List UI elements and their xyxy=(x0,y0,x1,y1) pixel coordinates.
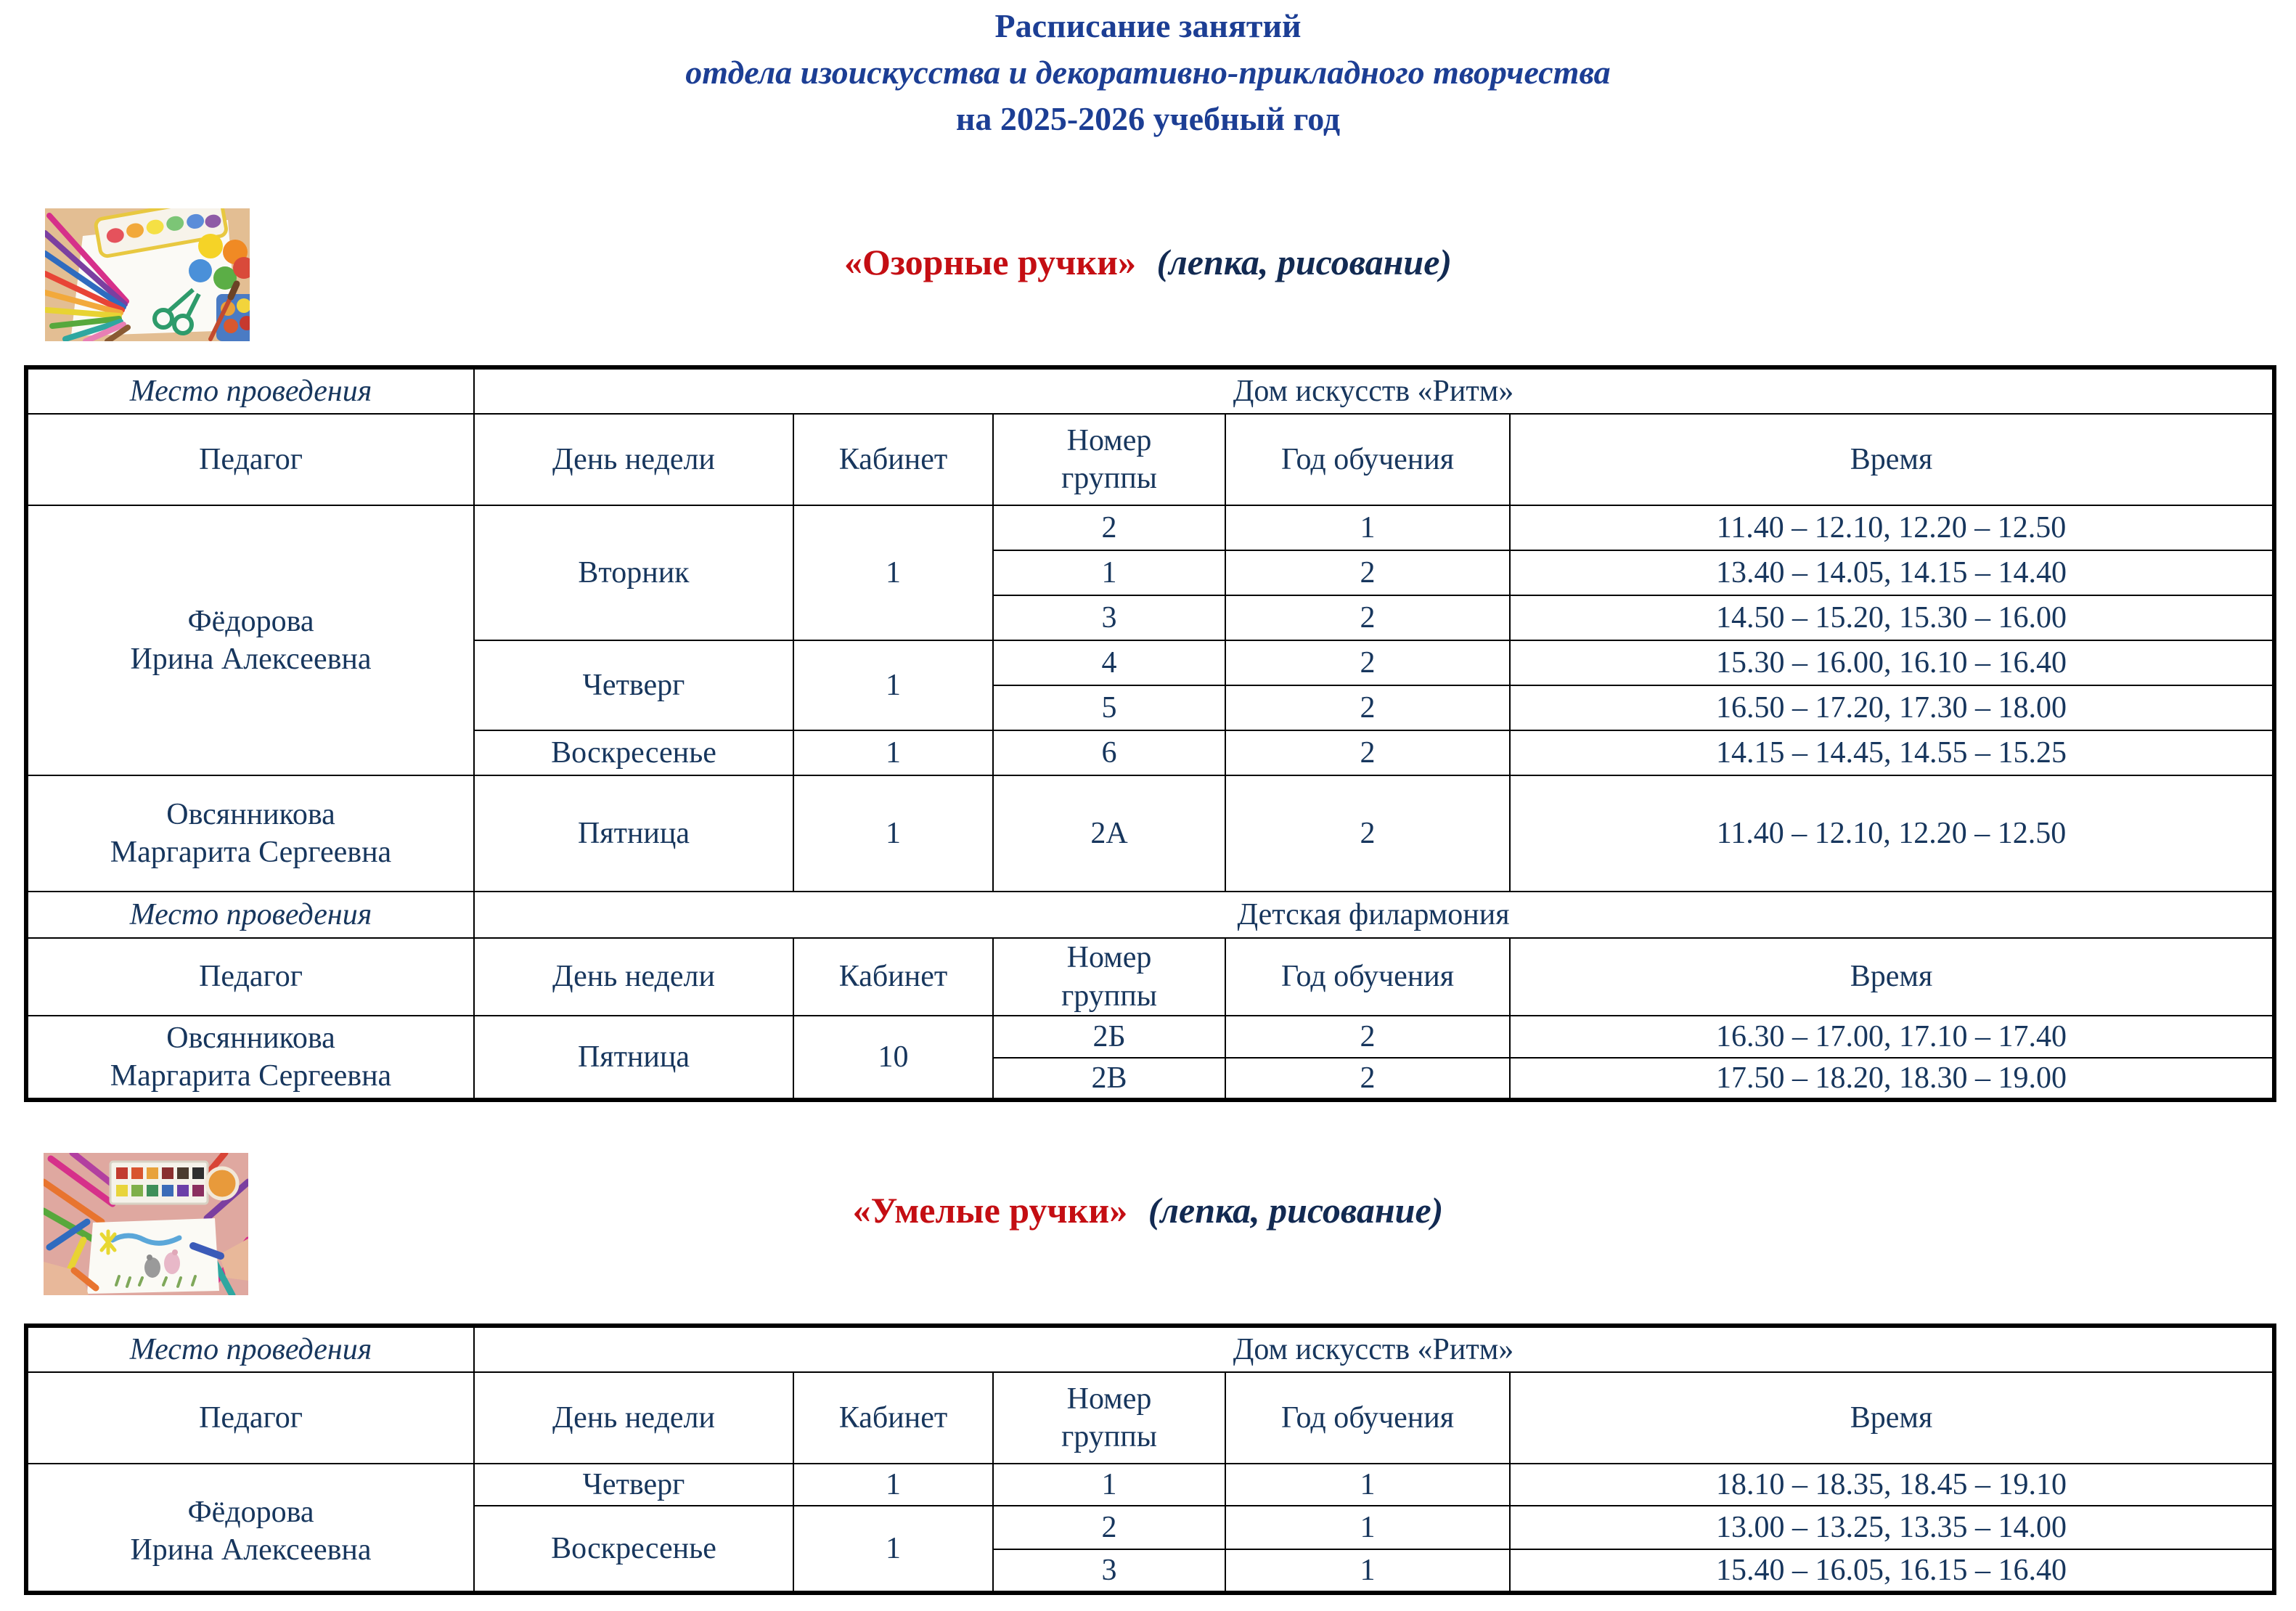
teacher-cell-ovsyannikova: Овсянникова Маргарита Сергеевна xyxy=(26,1016,474,1100)
room-cell: 1 xyxy=(793,775,993,892)
time-cell: 13.00 – 13.25, 13.35 – 14.00 xyxy=(1510,1506,2274,1549)
room-cell: 1 xyxy=(793,640,993,730)
time-cell: 15.40 – 16.05, 16.15 – 16.40 xyxy=(1510,1549,2274,1593)
group-cell: 2 xyxy=(993,505,1225,550)
col-header-day: День недели xyxy=(474,414,793,505)
time-cell: 16.50 – 17.20, 17.30 – 18.00 xyxy=(1510,685,2274,730)
section2-title: «Умелые ручки» xyxy=(852,1190,1128,1231)
day-cell-friday: Пятница xyxy=(474,775,793,892)
day-cell-tuesday: Вторник xyxy=(474,505,793,640)
time-cell: 18.10 – 18.35, 18.45 – 19.10 xyxy=(1510,1464,2274,1506)
section1-title: «Озорные ручки» xyxy=(843,242,1136,282)
group-cell: 2Б xyxy=(993,1016,1225,1058)
schedule-table-2 xyxy=(24,1324,2276,1595)
col-header-room: Кабинет xyxy=(793,938,993,1016)
room-cell: 1 xyxy=(793,1464,993,1506)
schedule-table-1 xyxy=(24,365,2276,1102)
place-label: Место проведения xyxy=(26,367,474,414)
time-cell: 13.40 – 14.05, 14.15 – 14.40 xyxy=(1510,550,2274,595)
time-cell: 16.30 – 17.00, 17.10 – 17.40 xyxy=(1510,1016,2274,1058)
col-header-room: Кабинет xyxy=(793,1372,993,1464)
teacher-cell-fedorova: Фёдорова Ирина Алексеевна xyxy=(26,505,474,775)
title-line-3: на 2025-2026 учебный год xyxy=(955,100,1341,137)
year-cell: 2 xyxy=(1225,775,1510,892)
col-header-time: Время xyxy=(1510,414,2274,505)
room-cell: 10 xyxy=(793,1016,993,1100)
year-cell: 1 xyxy=(1225,1464,1510,1506)
day-cell-thursday: Четверг xyxy=(474,640,793,730)
year-cell: 1 xyxy=(1225,1506,1510,1549)
room-cell: 1 xyxy=(793,1506,993,1593)
place-value-filarmonia: Детская филармония xyxy=(474,892,2274,938)
col-header-year: Год обучения xyxy=(1225,414,1510,505)
year-cell: 1 xyxy=(1225,1549,1510,1593)
day-cell-friday: Пятница xyxy=(474,1016,793,1100)
group-cell: 2А xyxy=(993,775,1225,892)
year-cell: 2 xyxy=(1225,730,1510,775)
col-header-year: Год обучения xyxy=(1225,938,1510,1016)
year-cell: 2 xyxy=(1225,550,1510,595)
section2-subtitle: (лепка, рисование) xyxy=(1148,1190,1444,1231)
year-cell: 2 xyxy=(1225,1016,1510,1058)
col-header-group: Номер группы xyxy=(993,1372,1225,1464)
title-line-2: отдела изоискусства и декоративно-прикладного творчества xyxy=(685,54,1611,91)
section1-subtitle: (лепка, рисование) xyxy=(1156,242,1453,282)
time-cell: 11.40 – 12.10, 12.20 – 12.50 xyxy=(1510,505,2274,550)
year-cell: 2 xyxy=(1225,595,1510,640)
room-cell: 1 xyxy=(793,730,993,775)
col-header-teacher: Педагог xyxy=(26,414,474,505)
place-label: Место проведения xyxy=(26,1326,474,1372)
room-cell: 1 xyxy=(793,505,993,640)
year-cell: 2 xyxy=(1225,640,1510,685)
document-title xyxy=(0,3,2296,142)
time-cell: 14.15 – 14.45, 14.55 – 15.25 xyxy=(1510,730,2274,775)
col-header-time: Время xyxy=(1510,1372,2274,1464)
col-header-day: День недели xyxy=(474,938,793,1016)
teacher-cell-fedorova: Фёдорова Ирина Алексеевна xyxy=(26,1464,474,1593)
group-cell: 1 xyxy=(993,1464,1225,1506)
group-cell: 6 xyxy=(993,730,1225,775)
section1-heading xyxy=(0,242,2296,282)
time-cell: 17.50 – 18.20, 18.30 – 19.00 xyxy=(1510,1058,2274,1100)
time-cell: 11.40 – 12.10, 12.20 – 12.50 xyxy=(1510,775,2274,892)
col-header-time: Время xyxy=(1510,938,2274,1016)
place-value-ritm: Дом искусств «Ритм» xyxy=(474,367,2274,414)
group-cell: 1 xyxy=(993,550,1225,595)
day-cell-sunday: Воскресенье xyxy=(474,730,793,775)
year-cell: 2 xyxy=(1225,1058,1510,1100)
group-cell: 3 xyxy=(993,595,1225,640)
group-cell: 2 xyxy=(993,1506,1225,1549)
place-value-ritm: Дом искусств «Ритм» xyxy=(474,1326,2274,1372)
group-cell: 4 xyxy=(993,640,1225,685)
col-header-day: День недели xyxy=(474,1372,793,1464)
col-header-room: Кабинет xyxy=(793,414,993,505)
teacher-cell-ovsyannikova: Овсянникова Маргарита Сергеевна xyxy=(26,775,474,892)
day-cell-thursday: Четверг xyxy=(474,1464,793,1506)
time-cell: 14.50 – 15.20, 15.30 – 16.00 xyxy=(1510,595,2274,640)
year-cell: 2 xyxy=(1225,685,1510,730)
col-header-group: Номер группы xyxy=(993,414,1225,505)
col-header-teacher: Педагог xyxy=(26,1372,474,1464)
place-label: Место проведения xyxy=(26,892,474,938)
year-cell: 1 xyxy=(1225,505,1510,550)
day-cell-sunday: Воскресенье xyxy=(474,1506,793,1593)
col-header-year: Год обучения xyxy=(1225,1372,1510,1464)
group-cell: 2В xyxy=(993,1058,1225,1100)
section2-heading xyxy=(0,1191,2296,1231)
group-cell: 5 xyxy=(993,685,1225,730)
col-header-teacher: Педагог xyxy=(26,938,474,1016)
group-cell: 3 xyxy=(993,1549,1225,1593)
time-cell: 15.30 – 16.00, 16.10 – 16.40 xyxy=(1510,640,2274,685)
title-line-1: Расписание занятий xyxy=(994,7,1302,44)
col-header-group: Номер группы xyxy=(993,938,1225,1016)
